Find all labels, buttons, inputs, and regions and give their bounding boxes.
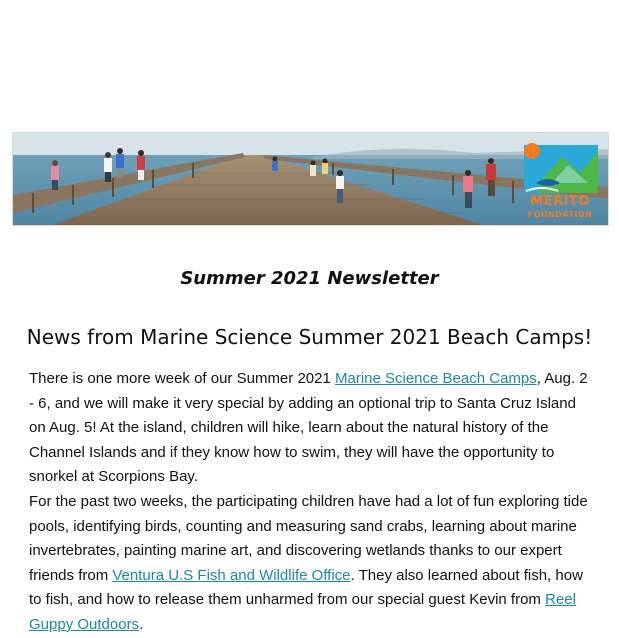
merito-foundation-logo	[518, 139, 602, 221]
paragraph1-text-1: There is one more week of our Summer 2021	[29, 370, 335, 387]
article-headline: News from Marine Science Summer 2021 Beach Camps!	[26, 325, 593, 349]
logo-name: MERITO	[530, 194, 590, 209]
marine-science-beach-camps-link[interactable]: Marine Science Beach Camps	[334, 370, 537, 387]
paragraph-past-weeks	[29, 490, 589, 638]
ventura-fish-wildlife-link[interactable]: Ventura U.S Fish and Wildlife Office	[112, 566, 351, 584]
logo-org: FOUNDATION	[527, 210, 593, 219]
paragraph2-text-1: For the past two weeks, the participating children have had a lot of fun exploring tide pools, identifying birds, counting and measuring sand crabs, learning about marine invertebrates, painting marine art, and discovering wetlands thanks to our expert friends from	[29, 493, 588, 584]
paragraph-beach-camps	[29, 367, 589, 490]
paragraph2-text-2: . They also learned about fish, how to fish, and how to release them unharmed from our special guest Kevin from	[29, 566, 583, 609]
reel-guppy-outdoors-link[interactable]: Reel Guppy Outdoors	[29, 591, 576, 633]
paragraph2-text-3: .	[139, 615, 144, 633]
logo-graphic	[518, 139, 602, 195]
pier-banner-image	[12, 132, 609, 226]
paragraph1-text-2: , Aug. 2 - 6, and we will make it very special by adding an optional trip to Santa Cruz Island on Aug. 5! At the island, children will hike, learn about the natural history of the Channel Islands and if they know how to swim, they will have the opportunity to snorkel at Scorpions Bay.	[29, 370, 588, 486]
newsletter-title: Summer 2021 Newsletter	[180, 268, 439, 289]
